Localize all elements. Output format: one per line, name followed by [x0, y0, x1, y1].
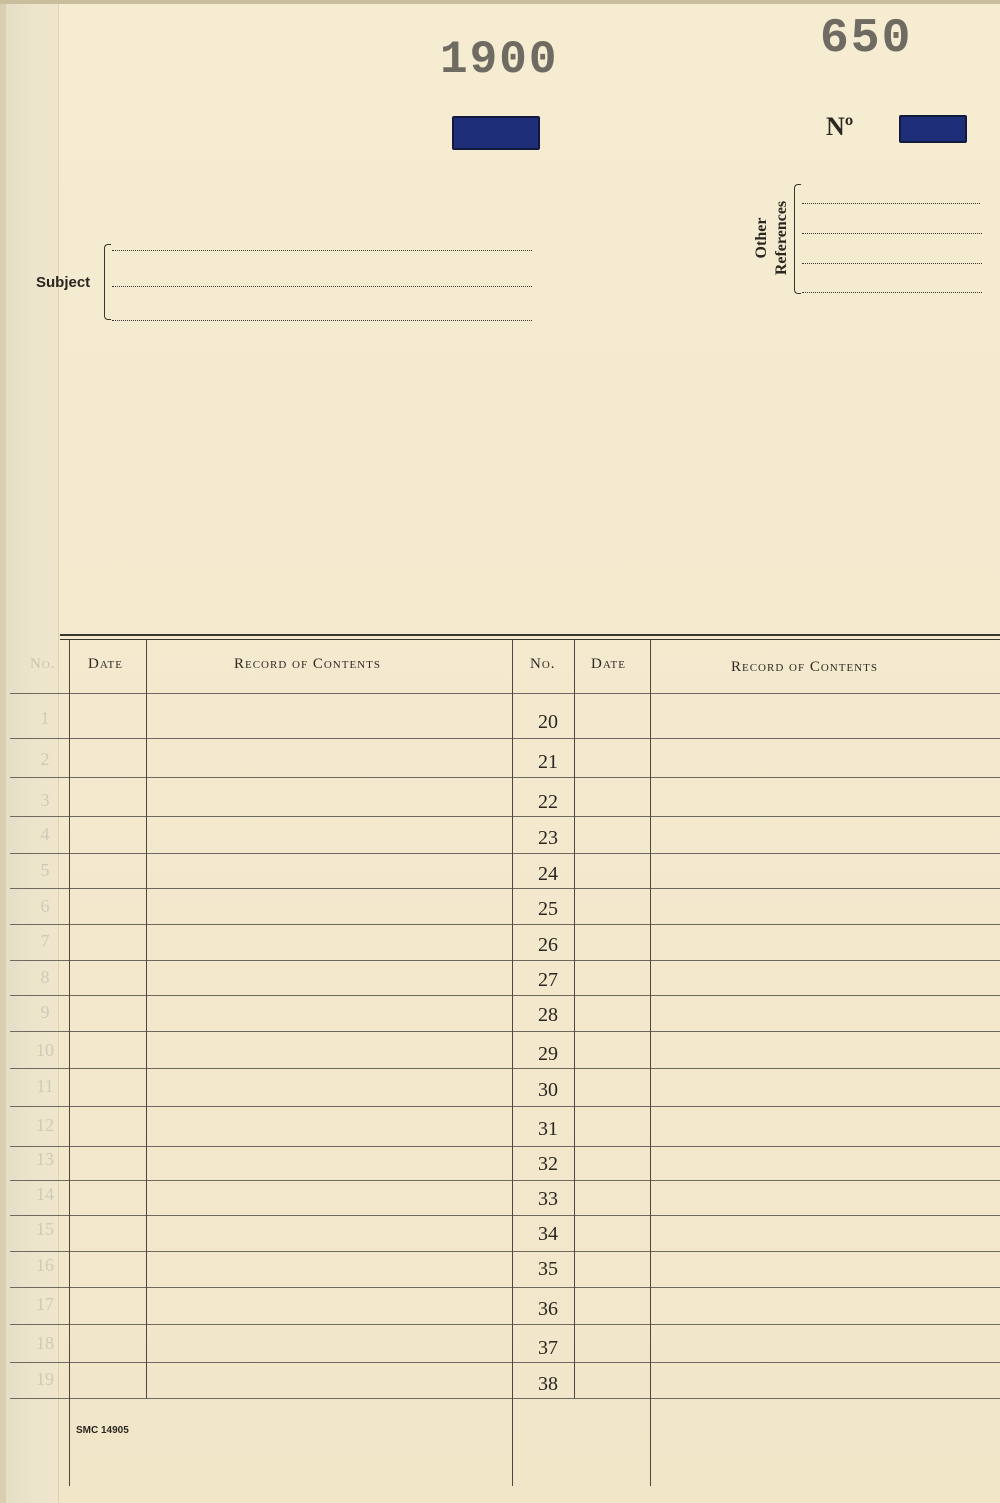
references-brace [794, 184, 801, 294]
column-divider [512, 640, 513, 1486]
row-number-right: 24 [538, 863, 558, 885]
row-number-right: 20 [538, 711, 558, 733]
row-number-right: 27 [538, 969, 558, 991]
header-no-left: No. [30, 656, 56, 672]
table-top-rule [60, 634, 1000, 636]
header-no-right: No. [530, 656, 556, 672]
row-number-right: 30 [538, 1079, 558, 1101]
row-line [10, 777, 1000, 778]
row-number-left: 5 [40, 860, 50, 880]
column-divider [650, 640, 651, 1486]
row-line [10, 995, 1000, 996]
row-line [10, 738, 1000, 739]
row-number-right: 35 [538, 1258, 558, 1280]
header-date-left: Date [88, 656, 123, 672]
row-number-right: 28 [538, 1004, 558, 1026]
row-number-right: 29 [538, 1043, 558, 1065]
row-line [10, 1362, 1000, 1363]
row-number-left: 4 [40, 824, 50, 844]
row-line [10, 960, 1000, 961]
row-number-right: 33 [538, 1188, 558, 1210]
row-number-left: 12 [36, 1115, 54, 1135]
row-number-right: 22 [538, 791, 558, 813]
row-number-left: 3 [40, 790, 50, 810]
other-references-line-2: References [773, 200, 790, 276]
redaction-mark [899, 115, 967, 143]
row-number-right: 31 [538, 1118, 558, 1140]
row-number-left: 10 [36, 1040, 54, 1060]
row-line [10, 1251, 1000, 1252]
table-top-rule-inner [60, 639, 1000, 640]
subject-line-2[interactable] [112, 286, 532, 287]
row-number-left: 6 [40, 896, 50, 916]
row-number-right: 38 [538, 1373, 558, 1395]
row-number-right: 32 [538, 1153, 558, 1175]
row-number-left: 2 [40, 749, 50, 769]
row-number-left: 19 [36, 1369, 54, 1389]
row-line [10, 1324, 1000, 1325]
row-line [10, 816, 1000, 817]
row-number-left: 15 [36, 1219, 54, 1239]
row-number-left: 11 [36, 1076, 54, 1096]
subject-line-1[interactable] [112, 250, 532, 251]
year-stamp: 1900 [440, 34, 559, 86]
reference-line-2[interactable] [802, 233, 982, 234]
row-number-right: 25 [538, 898, 558, 920]
row-number-right: 23 [538, 827, 558, 849]
row-line [10, 1398, 1000, 1399]
row-number-right: 26 [538, 934, 558, 956]
subject-brace [104, 244, 111, 320]
row-number-left: 7 [40, 931, 50, 951]
column-divider [69, 640, 70, 1486]
header-date-right: Date [591, 656, 626, 672]
row-number-left: 1 [40, 708, 50, 728]
row-number-left: 14 [36, 1184, 54, 1204]
other-references-line-1: Other [753, 217, 770, 259]
page-edge-left [0, 0, 6, 1503]
header-record-left: Record of Contents [234, 656, 381, 672]
subject-line-3[interactable] [112, 320, 532, 321]
form-code: SMC 14905 [76, 1425, 129, 1436]
file-number-stamp: 650 [820, 12, 913, 66]
header-record-right: Record of Contents [731, 659, 878, 675]
row-line [10, 1215, 1000, 1216]
row-line [10, 853, 1000, 854]
row-line [10, 1068, 1000, 1069]
column-divider [146, 640, 147, 1398]
row-number-left: 16 [36, 1255, 54, 1275]
row-number-right: 21 [538, 751, 558, 773]
row-line [10, 693, 1000, 694]
number-label: Nº [826, 112, 854, 141]
row-line [10, 924, 1000, 925]
reference-line-1[interactable] [802, 203, 980, 204]
column-divider [574, 640, 575, 1398]
reference-line-4[interactable] [802, 292, 982, 293]
row-line [10, 1287, 1000, 1288]
row-line [10, 1146, 1000, 1147]
subject-label: Subject [36, 274, 91, 291]
page-edge-top [0, 0, 1000, 4]
row-number-left: 17 [36, 1294, 54, 1314]
row-number-left: 13 [36, 1149, 54, 1169]
row-line [10, 1031, 1000, 1032]
row-number-right: 34 [538, 1223, 558, 1245]
row-number-left: 8 [40, 967, 50, 987]
row-number-left: 18 [36, 1333, 54, 1353]
row-number-right: 36 [538, 1298, 558, 1320]
row-line [10, 1106, 1000, 1107]
row-number-right: 37 [538, 1337, 558, 1359]
reference-line-3[interactable] [802, 263, 982, 264]
row-line [10, 1180, 1000, 1181]
row-number-left: 9 [40, 1002, 50, 1022]
redaction-mark [452, 116, 540, 150]
row-line [10, 888, 1000, 889]
other-references-label [752, 186, 794, 290]
